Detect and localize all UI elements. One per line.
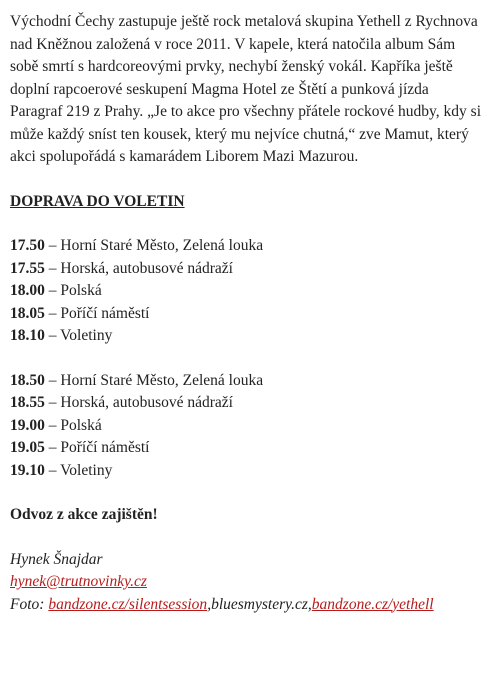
transport-heading: DOPRAVA DO VOLETIN	[10, 192, 185, 210]
departure-time: 17.55	[10, 259, 45, 277]
departure-time: 19.10	[10, 461, 45, 479]
schedule-row	[10, 370, 484, 393]
schedule-group-2	[10, 370, 484, 483]
closing-note: Odvoz z akce zajištěn!	[10, 506, 158, 523]
stop-name: – Polská	[44, 416, 102, 434]
departure-time: 18.55	[10, 394, 45, 411]
departure-time: 18.05	[10, 304, 45, 322]
schedule-row	[10, 303, 484, 326]
credits-link-yethell[interactable]: bandzone.cz/yethell	[311, 595, 434, 613]
departure-time: 19.00	[10, 416, 45, 434]
schedule-row	[10, 280, 484, 303]
departure-time: 17.50	[10, 237, 45, 254]
credits-middle: ,bluesmystery.cz,	[207, 595, 312, 613]
departure-time: 19.05	[10, 439, 45, 456]
stop-name: – Horní Staré Město, Zelená louka	[44, 371, 264, 389]
author-email	[10, 571, 484, 594]
schedule-row	[10, 258, 484, 281]
credits-link-silentsession[interactable]: bandzone.cz/silentsession	[48, 595, 208, 613]
schedule-row	[10, 415, 484, 438]
photo-credits	[10, 594, 484, 617]
schedule-row	[10, 235, 484, 258]
schedule-row	[10, 325, 484, 348]
schedule-row	[10, 392, 484, 415]
schedule-row	[10, 460, 484, 483]
stop-name: – Horní Staré Město, Zelená louka	[44, 237, 264, 254]
stop-name: – Voletiny	[44, 461, 113, 479]
stop-name: – Polská	[44, 282, 102, 299]
stop-name: – Voletiny	[44, 327, 113, 344]
departure-time: 18.10	[10, 327, 45, 344]
departure-time: 18.50	[10, 371, 45, 389]
intro-paragraph: Východní Čechy zastupuje ještě rock metalová skupina Yethell z Rychnova nad Kněžnou založená v roce 2011. V kapele, která natočila album Sám sobě smrtí s hardcoreovými prvky, nechybí ženský vokál. Kapříka ještě doplní rapcoerové seskupení Magma Hotel ze Štětí a punková jízda Paragraf 219 z Prahy. „Je to akce pro všechny přátele rockové hudby, kdy si může každý sníst ten kousek, který mu nejvíce chutná,“ zve Mamut, který akci spolupořádá s kamarádem Liborem Mazi Mazurou.	[10, 13, 482, 165]
author-email-link[interactable]: hynek@trutnovinky.cz	[10, 573, 147, 590]
stop-name: – Poříčí náměstí	[44, 304, 150, 322]
schedule-row	[10, 437, 484, 460]
author-name: Hynek Šnajdar	[10, 550, 103, 568]
schedule-group-1	[10, 235, 484, 348]
credits-prefix: Foto:	[10, 595, 49, 613]
stop-name: – Horská, autobusové nádraží	[44, 259, 233, 277]
departure-time: 18.00	[10, 282, 45, 299]
stop-name: – Poříčí náměstí	[44, 439, 150, 456]
stop-name: – Horská, autobusové nádraží	[44, 394, 233, 411]
